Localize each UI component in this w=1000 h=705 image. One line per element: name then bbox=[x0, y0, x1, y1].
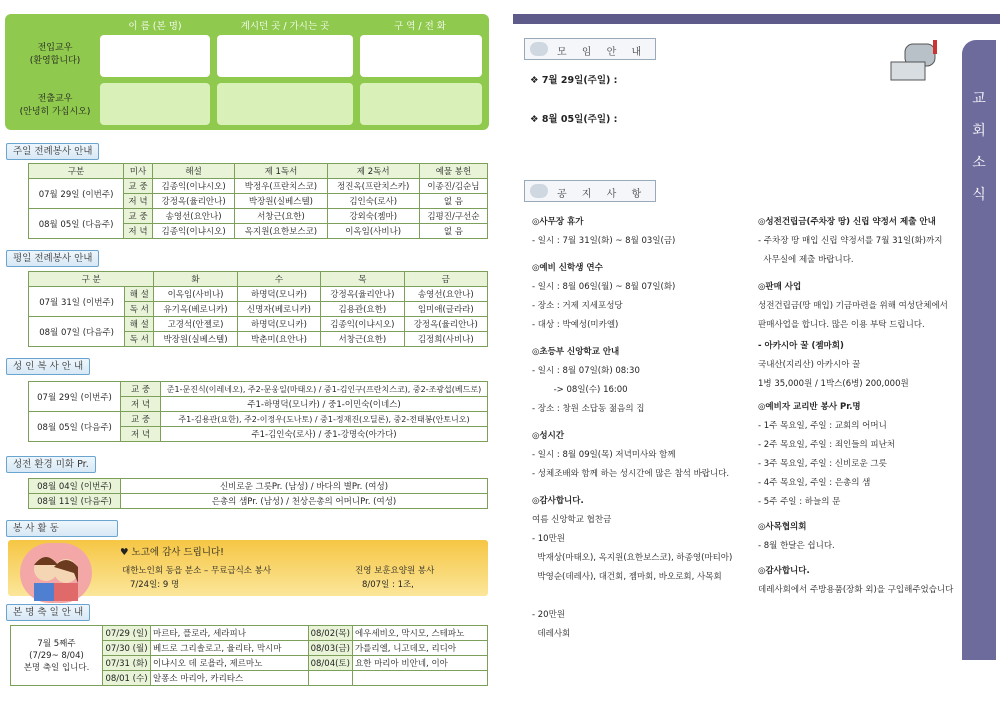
memorial-title: 본 명 축 일 안 내 bbox=[6, 604, 90, 621]
beauty-table: 08월 04일 (이번주) 신비로운 그릇Pr. (남성) / 바다의 별Pr. (여성) 08월 11일 (다음주) 은총의 샘Pr. (남성) / 천상은총의 어머니Pr. (여성) bbox=[28, 478, 488, 509]
notice-column-1 bbox=[532, 213, 757, 644]
notice-line: - 장소 : 창원 소답동 젊음의 집 bbox=[532, 404, 645, 414]
notice-line: 성전건립금(땅 매입) 기금마련을 위해 여성단체에서 bbox=[758, 301, 948, 311]
service-left-1: 대한노인회 동읍 분소 – 무료급식소 봉사 bbox=[122, 566, 272, 576]
vertical-title: 교 회 소 식 bbox=[962, 40, 996, 660]
notice-line: 사무실에 제출 바랍니다. bbox=[758, 255, 854, 265]
notice-line: 박영순(데레사), 대건회, 젬마회, 바오로회, 사목회 bbox=[532, 572, 722, 582]
incoming-district-cell bbox=[360, 35, 482, 77]
outgoing-district-cell bbox=[360, 83, 482, 125]
notice-line: - 10만원 bbox=[532, 534, 566, 544]
adult-table: 07월 29일 (이번주) 교 중 준1-문진식(이레네오), 주2-문웅일(마태오) / 중1-김인구(프란치스코), 중2-조광섭(베드로) 저 녁 주1-하명덕(모니카) / 중1-이민숙(이네스) 08월 05일 (다음주) 교 중 주1-김용관(요한), 주2-이정우(도나토) / 중1-정재진(오딜론), 중2-전태봉(안토니오) 저 녁 주1-김인숙(로사) / 중1-강명숙(아가다) bbox=[28, 381, 488, 442]
notice-line: - 5주 주일 : 하늘의 문 bbox=[758, 497, 841, 507]
notice-line: 판매사업을 합니다. 많은 이용 부탁 드립니다. bbox=[758, 320, 925, 330]
notice-line: 1병 35,000원 / 1박스(6병) 200,000원 bbox=[758, 379, 909, 389]
weekday-table: 구 분 화 수 목 금 07월 31일 (이번주) 해 설 이옥임(사비나) 하명덕(모니카) 강정옥(율리안나) 송영선(요안나) 독 서 유기옥(베로니카) 신명자(베로니카) 김용관(요한) 임미애(글라라) 08월 07일 (다음주) 해 설 고경석(안젤로) 하명덕(모니카) 김종익(이냐시오) 강정옥(율리안나) 독 서 박장원(실베스텔) 박춘미(요안나) 서창근(요한) 김정희(사비나) bbox=[28, 271, 488, 347]
beauty-title: 성전 환경 미화 Pr. bbox=[6, 456, 96, 473]
right-top-band bbox=[513, 14, 1000, 24]
notice-line: - 대상 : 박예성(미카엘) bbox=[532, 320, 619, 330]
notice-heading: ◎판매 사업 bbox=[758, 282, 802, 292]
notice-line: - 4주 목요일, 주일 : 은총의 샘 bbox=[758, 478, 871, 488]
meeting-tab-icon bbox=[530, 42, 548, 56]
weekday-title: 평일 전례봉사 안내 bbox=[6, 250, 99, 267]
incoming-place-cell bbox=[217, 35, 353, 77]
place-header: 계시던 곳 / 가시는 곳 bbox=[240, 21, 330, 32]
service-right-1: 진영 보훈요양원 봉사 bbox=[355, 566, 435, 576]
notice-heading: - 아카시아 꿀 (젬마회) bbox=[758, 341, 844, 351]
notice-line: - 3주 목요일, 주일 : 신비로운 그릇 bbox=[758, 459, 887, 469]
notice-line: -> 08일(수) 16:00 bbox=[532, 385, 628, 395]
notice-line: - 2주 목요일, 주일 : 죄인들의 피난처 bbox=[758, 440, 895, 450]
notice-heading: ◎사목협의회 bbox=[758, 522, 807, 532]
district-header: 구 역 / 전 화 bbox=[394, 21, 446, 32]
notice-heading: ◎초등부 신앙학교 안내 bbox=[532, 347, 620, 357]
notice-line: - 일시 : 8월 09일(목) 저녁미사와 함께 bbox=[532, 450, 676, 460]
service-title: 봉 사 활 동 bbox=[6, 520, 118, 537]
service-left-2: 7/24일: 9 명 bbox=[130, 580, 180, 590]
notice-heading: ◎성전건립금(주차장 땅) 신립 약정서 제출 안내 bbox=[758, 217, 936, 227]
couple-illustration bbox=[20, 543, 92, 603]
notice-line: 국내산(지리산) 아카시아 꿀 bbox=[758, 360, 861, 370]
meeting-title: 모 임 안 내 bbox=[524, 38, 656, 60]
notice-heading: ◎사무장 휴가 bbox=[532, 217, 584, 227]
notice-line: - 일시 : 7월 31일(화) ~ 8월 03일(금) bbox=[532, 236, 676, 246]
sunday-title: 주일 전례봉사 안내 bbox=[6, 143, 99, 160]
outgoing-place-cell bbox=[217, 83, 353, 125]
adult-title: 성 인 복 사 안 내 bbox=[6, 358, 90, 375]
notice-heading: ◎감사합니다. bbox=[758, 566, 810, 576]
notice-title: 공 지 사 항 bbox=[524, 180, 656, 202]
meeting-item-1: ❖ 7월 29일(주일) : bbox=[530, 75, 618, 86]
mailbox-icon bbox=[885, 36, 945, 88]
notice-line: - 성체조배와 함께 하는 성시간에 많은 참석 바랍니다. bbox=[532, 469, 730, 479]
outgoing-name-cell bbox=[100, 83, 210, 125]
notice-heading: ◎예비 신학생 연수 bbox=[532, 263, 603, 273]
name-header: 이 름 (본 명) bbox=[128, 21, 182, 32]
notice-line: - 주차장 땅 매입 신립 약정서를 7월 31일(화)까지 bbox=[758, 236, 943, 246]
notice-line: - 장소 : 거제 지세포성당 bbox=[532, 301, 623, 311]
notice-line: - 1주 목요일, 주일 : 교회의 어머니 bbox=[758, 421, 887, 431]
notice-column-2 bbox=[758, 213, 958, 600]
notice-heading: ◎성시간 bbox=[532, 431, 565, 441]
incoming-name-cell bbox=[100, 35, 210, 77]
notice-heading: ◎예비자 교리반 봉사 Pr.명 bbox=[758, 402, 861, 412]
notice-line: - 8월 한달은 쉽니다. bbox=[758, 541, 835, 551]
notice-line: 데레사회에서 주방용품(장화 외)을 구입해주었습니다 bbox=[758, 585, 954, 595]
service-right-2: 8/07일 : 1조, bbox=[362, 580, 414, 590]
notice-line bbox=[532, 587, 757, 606]
notice-line: 여름 신앙학교 협찬금 bbox=[532, 515, 612, 525]
notice-line: - 일시 : 8월 07일(화) 08:30 bbox=[532, 366, 640, 376]
notice-line: 박재상(마태오), 옥지원(요한보스코), 하종영(마티아) bbox=[532, 553, 733, 563]
service-thanks: ♥ 노고에 감사 드립니다! bbox=[120, 547, 224, 558]
notice-line: - 일시 : 8월 06일(월) ~ 8월 07일(화) bbox=[532, 282, 676, 292]
outgoing-label: 전출교우 (안녕히 가십시오) bbox=[19, 94, 91, 117]
incoming-label: 전입교우 (환영합니다) bbox=[29, 43, 81, 66]
sunday-table: 구분 미사 해설 제 1독서 제 2독서 예물 봉헌 07월 29일 (이번주) 교 중 김종익(이냐시오) 박정우(프란치스코) 정진옥(프란치스카) 이종진/김순님 저 녁 강정옥(율리안나) 박장원(실베스텔) 김인숙(로사) 없 음 08월 05일 (다음주) 교 중 송영선(요안나) 서창근(요한) 강외숙(젬마) 김평진/구선순 저 녁 김종익(이냐시오) 옥지원(요한보스코) 이옥임(사비나) 없 음 bbox=[28, 163, 488, 239]
notice-line: 데레사회 bbox=[532, 629, 571, 639]
notice-heading: ◎감사합니다. bbox=[532, 496, 584, 506]
meeting-item-2: ❖ 8월 05일(주일) : bbox=[530, 114, 618, 125]
notice-line: - 20만원 bbox=[532, 610, 566, 620]
notice-tab-icon bbox=[530, 184, 548, 198]
memorial-table: 7월 5째주 (7/29~ 8/04) 본명 축일 입니다. 07/29 (일) 마르타, 플로라, 세라피나 08/02(목) 에우세비오, 막시모, 스테파노 07/30 (월) 베드로 그리솔로고, 율리타, 막시마 08/03(금) 가를리엘, 니고데모, 리디아 07/31 (화) 이냐시오 데 로욜라, 제르마노 08/04(토) 요한 마리아 비안네, 이아 08/01 (수) 알퐁소 마리아, 카리타스 bbox=[10, 625, 488, 686]
